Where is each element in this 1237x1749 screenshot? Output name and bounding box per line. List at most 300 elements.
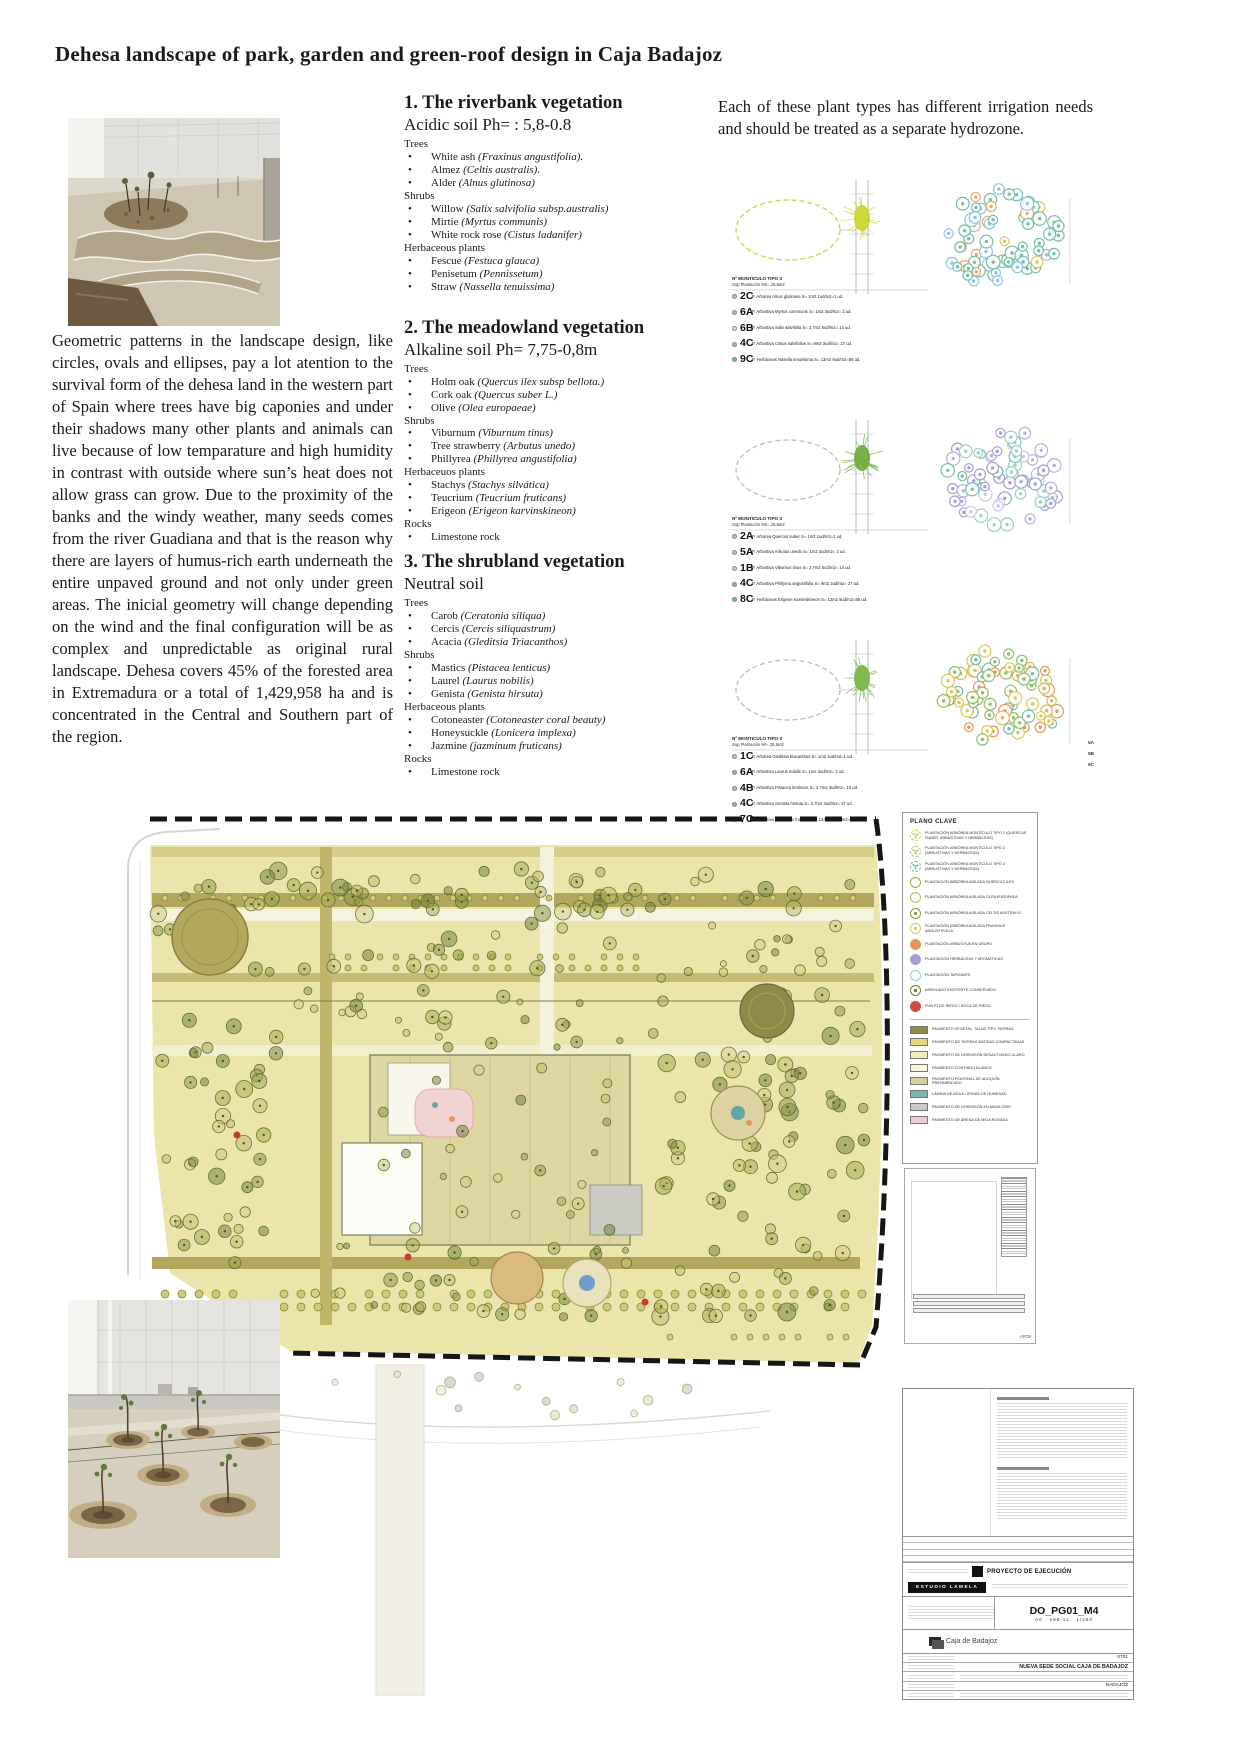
legend-swatch-list (910, 1019, 1030, 1124)
diagram-caption (732, 276, 922, 368)
plant-latin-name: (Olea europaeae) (458, 401, 536, 414)
diagram-title: Nº MONTICULO TIPO 3 (732, 736, 782, 741)
swatch-label: LÁMINA DE AGUA / ZONAS DE HUMEDAD (932, 1092, 1007, 1097)
plant-common-name: Alder (431, 176, 459, 189)
diagram-legend-row (732, 545, 922, 561)
plant-row (404, 151, 718, 164)
plant-common-name: White rock rose (431, 228, 504, 241)
vegetation-lists (404, 93, 718, 779)
diagram-legend-row (732, 576, 922, 592)
bullet: • (408, 739, 412, 752)
diagram-legend (732, 529, 922, 608)
diagram-legend (732, 289, 922, 368)
plant-latin-name: (Pistacea lenticus) (467, 662, 551, 675)
note-paragraph (997, 1473, 1127, 1521)
section-heading: 2. The meadowland vegetation (404, 317, 645, 338)
plant-common-name: Cork oak (431, 388, 475, 401)
plant-latin-name: (Festuca glauca) (464, 254, 540, 267)
plant-row (404, 203, 718, 216)
swatch-row (910, 1116, 1030, 1124)
legend-label: PLANTACIÓN ARBÓREA AISLADA CELTIS AUSTRALIS (925, 910, 1021, 915)
swatch-row (910, 1051, 1030, 1059)
project-name: NUEVA SEDE SOCIAL CAJA DE BADAJOZ (1019, 1663, 1128, 1670)
species-color-dot (732, 326, 737, 331)
legend-row (910, 861, 1030, 872)
species-code: 6B (740, 321, 754, 334)
plant-row (404, 518, 718, 531)
bullet: • (408, 163, 412, 176)
plant-common-name: Cotoneaster (431, 713, 487, 726)
plant-row (404, 466, 718, 479)
species-color-dot (732, 566, 737, 571)
species-code: 1B (740, 561, 754, 574)
plant-row (404, 402, 718, 415)
species-spec: P. Arbórea Quercus suber S= 1m2 1ud/m2=1 ud. (752, 533, 843, 539)
plant-row (404, 363, 718, 376)
species-spec: P. Arbórea Gleditsia triacanthos S= 1m2 1ud/m2=1 ud. (752, 753, 853, 759)
plant-group-label: Herbaceuos plants (404, 466, 485, 479)
legend-label: PLANTACIÓN TAPIZANTE (925, 972, 971, 977)
section-heading: 1. The riverbank vegetation (404, 93, 623, 113)
plant-latin-name: (Laurus nobilis) (462, 675, 534, 687)
plant-row (404, 164, 718, 177)
legend-label: PUNTO DE RIEGO / BOCA DE RIEGO (925, 1003, 992, 1008)
plant-common-name: Honeysuckle (431, 726, 492, 739)
plant-latin-name: (Stachys silvática) (467, 479, 549, 492)
species-spec: P. Arbustiva Phillyrea angustifolia S= 9m2 3ud/m2= 27 ud. (752, 580, 860, 586)
diagram-legend-row (732, 765, 922, 781)
plant-common-name: Stachys (431, 479, 468, 492)
legend-symbol (910, 846, 921, 857)
bullet: • (408, 440, 412, 453)
plant-row (404, 688, 718, 701)
legend-row (910, 985, 1030, 996)
section-meadowland (404, 318, 718, 545)
studio-logo: ESTUDIO LAMELA (908, 1582, 986, 1593)
plant-common-name: Olive (431, 401, 459, 414)
sheet-size: A0 (1035, 1616, 1043, 1622)
plant-latin-name: (Quercus ilex subsp bellota.) (477, 375, 605, 388)
plant-row (404, 740, 718, 753)
side-code: 9C (1088, 762, 1094, 767)
pavement-swatch (910, 1090, 928, 1098)
plant-group-label: Trees (404, 362, 429, 375)
legend-label: PLANTACIÓN ARBÓREA MONTÍCULO TIPO 3 (ARBUSTIVAS Y HERBÁCEAS) (925, 861, 1006, 871)
consultants-row (903, 1672, 1133, 1681)
swatch-row (910, 1064, 1030, 1072)
diagram-legend-row (732, 305, 922, 321)
plant-common-name: Fescue (431, 254, 465, 267)
stamp-lines (908, 1569, 968, 1574)
note-heading (997, 1467, 1049, 1470)
plant-common-name: White ash (431, 150, 479, 163)
swatch-label: PAVIMENTO DE TIERRAS BATIDAS COMPACTADAS (932, 1040, 1025, 1045)
bullet: • (408, 610, 412, 623)
plant-common-name: Phillyrea (431, 453, 474, 466)
diagram-legend-row (732, 352, 922, 368)
notes-left-blank (903, 1389, 991, 1536)
plant-common-name: Mastics (431, 662, 468, 675)
species-code: 4B (740, 781, 754, 794)
swatch-label: PAVIMENTO DE HORMIGÓN DESACTIVADO CLARO (932, 1052, 1025, 1057)
plant-latin-name: (Cotoneaster coral beauty) (486, 713, 606, 726)
species-color-dot (732, 582, 737, 587)
species-spec: P. Herbáceas Erigeon Karvinskineon S= 13m2 9ud/m2=85 ud. (752, 596, 868, 602)
species-code: 4C (740, 337, 754, 350)
building-footprint (342, 1055, 642, 1245)
legend-label: PLANTACIÓN ARBUSTIVA EN GRUPO (925, 941, 993, 946)
plant-row (404, 531, 718, 544)
plant-row (404, 505, 718, 518)
plant-common-name: Viburnum (431, 427, 479, 440)
legend-row (910, 970, 1030, 981)
plant-row (404, 675, 718, 688)
species-color-dot (732, 597, 737, 602)
plant-common-name: Holm oak (431, 375, 478, 388)
plant-row (404, 138, 718, 151)
species-color-dot (732, 534, 737, 539)
legend-label: PLANTACIÓN ARBÓREA MONTÍCULO TIPO 1 (QUERCUS SUBER, ARBUSTIVAS Y HERBÁCEAS) (925, 830, 1027, 840)
species-spec: P. Arbustiva Pistacea lentiscus S= 2,7m2 3ud/m2= 10 ud. (752, 785, 859, 791)
plant-group-label: Shrubs (404, 189, 435, 202)
bullet: • (408, 675, 412, 687)
legend-row (910, 939, 1030, 950)
plant-latin-name: (jazminum fruticans) (469, 739, 562, 752)
plant-latin-name: (Erigeon karvinskineon) (468, 505, 576, 518)
side-code: 5A (1088, 740, 1094, 745)
plant-common-name: Willow (431, 202, 467, 215)
plant-row (404, 727, 718, 740)
bullet: • (408, 687, 412, 700)
plant-latin-name: (Myrtus communis) (461, 215, 548, 228)
plant-latin-name: (Quercus suber L.) (474, 388, 558, 401)
client-name: Caja de Badajoz (946, 1638, 998, 1645)
plant-latin-name: (Cercis siliquastrum) (461, 623, 556, 636)
plant-latin-name: (Celtis australis). (463, 163, 541, 176)
bullet: • (408, 401, 412, 414)
plant-common-name: Cercis (431, 623, 462, 636)
bullet: • (408, 267, 412, 280)
species-spec: P. Arbustiva Jazminum fruticans S= 13,5m2 3ud/m2= 42 ud. (752, 816, 863, 822)
species-color-dot (732, 294, 737, 299)
detail-outline (911, 1181, 997, 1299)
plant-common-name: Penisetum (431, 267, 480, 280)
swatch-label: PAVIMENTO DE ARENA DE MIGA ROSADA (932, 1117, 1008, 1122)
pavement-swatch (910, 1116, 928, 1124)
page-title: Dehesa landscape of park, garden and green-roof design in Caja Badajoz (55, 42, 723, 66)
plant-row (404, 389, 718, 402)
plant-common-name: Erigeon (431, 505, 469, 518)
species-color-dot (732, 342, 737, 347)
legend-symbol (910, 861, 921, 872)
bullet: • (408, 254, 412, 267)
plant-row (404, 177, 718, 190)
plant-group-label: Rocks (404, 518, 432, 531)
plant-row (404, 242, 718, 255)
legend-row (910, 846, 1030, 857)
notes-text (991, 1389, 1133, 1536)
legend-label: PLANTACIÓN ARBÓREA MONTÍCULO TIPO 2 (ARBUSTIVAS Y HERBÁCEAS) (925, 846, 1006, 855)
plant-common-name: Jazmine (431, 739, 470, 752)
legend-symbol (910, 830, 921, 841)
note-heading (997, 1397, 1049, 1400)
species-spec: P. Arbórea Alnus glutinosa S= 1m2 1ud/m2=1 ud. (752, 293, 844, 299)
plant-latin-name: (Teucrium fruticans) (475, 492, 567, 505)
photo-saplings-greenhouse (68, 1300, 280, 1558)
diagram-title: Nº MONTICULO TIPO 3 (732, 516, 782, 521)
plant-latin-name: (Ceratonia siliqua) (460, 610, 546, 623)
plant-row (404, 415, 718, 428)
plant-row (404, 479, 718, 492)
plant-row (404, 701, 718, 714)
sheet-code-row (903, 1596, 1133, 1630)
plan-legend-panel (902, 812, 1038, 1164)
legend-label: PLANTACIÓN ARBÓREA AISLADA QUERCUS ILEX (925, 879, 1015, 884)
pavement-swatch (910, 1026, 928, 1034)
swatch-row (910, 1090, 1030, 1098)
legend-symbol (910, 1001, 921, 1012)
diagram-side-codes (1088, 740, 1094, 767)
plant-row (404, 216, 718, 229)
plant-row (404, 753, 718, 766)
swatch-label: PAVIMENTO CONTINUO BLANCO (932, 1065, 992, 1070)
plant-group-label: Rocks (404, 752, 432, 765)
bullet: • (408, 726, 412, 739)
soil-subtitle: Alkaline soil Ph= 7,75-0,8m (404, 339, 598, 359)
bullet: • (408, 662, 412, 675)
plant-list (404, 138, 718, 294)
species-spec: P. Arbustiva Salix salvifolia S= 2,7m2 5ud/m2= 14 ud. (752, 325, 851, 331)
swatch-row (910, 1038, 1030, 1046)
project-type: PROYECTO DE EJECUCIÓN (987, 1568, 1072, 1575)
swatch-row (910, 1026, 1030, 1034)
sheet-code-box (994, 1597, 1133, 1629)
studio-address (992, 1584, 1128, 1590)
bullet: • (408, 215, 412, 228)
plant-latin-name: (Gleditsia Triacanthos) (464, 636, 568, 649)
bullet: • (408, 505, 412, 518)
legend-row (910, 1001, 1030, 1012)
pavement-swatch (910, 1051, 928, 1059)
plant-latin-name: (Viburnum tinus) (478, 427, 553, 440)
species-code: 6A (740, 765, 754, 778)
side-code: 5B (1088, 751, 1094, 756)
bullet: • (408, 202, 412, 215)
diagram-legend-row (732, 561, 922, 577)
species-color-dot (732, 754, 737, 759)
legend-symbol (910, 923, 921, 934)
plant-latin-name: (Cistus ladanifer) (504, 228, 582, 241)
species-code: 2A (740, 530, 754, 542)
legend-row (910, 923, 1030, 934)
plant-latin-name: (Pennissetum) (479, 267, 543, 280)
diagram-legend-row (732, 749, 922, 765)
legend-symbol (910, 954, 921, 965)
species-spec: P. Arbustiva Myrtus communis S= 1m2 3ud/m2= 3 ud. (752, 309, 852, 315)
plant-common-name: Teucrium (431, 492, 476, 505)
sheet-meta-lines (908, 1606, 994, 1620)
client-logo (929, 1637, 941, 1646)
photo-park-under-construction (68, 118, 280, 326)
sheet-scale: 1/250 (1076, 1616, 1093, 1622)
project-info-table (903, 1654, 1133, 1699)
plant-latin-name: (Salix salvifolia subsp.australis) (466, 202, 609, 215)
species-code: 2C (740, 290, 754, 302)
bullet: • (408, 713, 412, 726)
species-color-dot (732, 550, 737, 555)
pavement-swatch (910, 1103, 928, 1111)
legend-symbol-list (910, 830, 1030, 1012)
species-color-dot (732, 770, 737, 775)
detail-bars (913, 1294, 1025, 1315)
bullet: • (408, 765, 412, 778)
sheet-ref: e88-11 (1049, 1616, 1070, 1622)
legend-row (910, 954, 1030, 965)
bullet: • (408, 492, 412, 505)
plant-row (404, 427, 718, 440)
diagram-legend-row (732, 592, 922, 608)
intro-paragraph: Geometric patterns in the landscape design, like circles, ovals and ellipses, pay a lot atention to the survival form of the dehesa land in the western part of Spain where trees have big caponies and under their shadows many other plants and animals can live because of low temparature and high humidity in contrast with outside where sun’s heat does not allow grass can grow. Due to the proximity of the banks and the windy weather, many seeds comes from the river Guadiana and that is the reason why there are layers of humus-rich earth underneath the entire unpaved ground and not only under green areas. The inicial geometry will change depending on the wind and the final configuration will be as complex and unpredictable as original rural landscape. Dehesa covers 45% of the forested area in Extremadura or a total of 1,429,958 ha and is concentrated in the Central and Southern part of the region. (52, 331, 393, 746)
species-spec: P. Herbáceas Nasella tenuissima S= 13m2 9ud/m2=85 ud. (752, 356, 861, 362)
diagram-caption (732, 516, 922, 608)
plant-group-label: Trees (404, 138, 429, 150)
plant-common-name: Limestone rock (431, 531, 500, 544)
plant-row (404, 649, 718, 662)
plant-latin-name: (Fraxinus angustifolia). (478, 150, 584, 163)
diagram-subtitle: Sup Plantación M²= 25,5m2 (732, 742, 784, 747)
legend-symbol (910, 985, 921, 996)
diagram-legend-row (732, 289, 922, 305)
plant-row (404, 766, 718, 779)
plant-latin-name: (Lonicera implexa) (491, 726, 576, 739)
plant-common-name: Mirtie (431, 215, 462, 228)
plant-common-name: Laurel (431, 675, 463, 687)
plant-list (404, 363, 718, 545)
bullet: • (408, 623, 412, 636)
consultant-logo (972, 1566, 983, 1577)
species-code: 1C (740, 750, 754, 762)
species-code: 7C (740, 813, 754, 825)
plant-group-label: Shrubs (404, 649, 435, 662)
title-block (902, 1388, 1134, 1700)
diagram-legend-row (732, 529, 922, 545)
note-paragraph (997, 1403, 1127, 1459)
project-name-row (903, 1663, 1133, 1672)
bullet: • (408, 479, 412, 492)
legend-row (910, 877, 1030, 888)
plant-latin-name: (Alnus glutinosa) (458, 176, 535, 189)
project-number: 0701 (1117, 1655, 1128, 1661)
diagram-legend-row (732, 781, 922, 797)
species-code: 5A (740, 545, 754, 558)
notes-area (903, 1389, 1133, 1537)
sheet-code: DO_PG01_M4 (1029, 1604, 1099, 1617)
plant-common-name: Acacia (431, 636, 465, 649)
client-row (903, 1630, 1133, 1654)
project-type-row (903, 1563, 1133, 1578)
bullet: • (408, 176, 412, 189)
plant-row (404, 376, 718, 389)
plant-common-name: Almez (431, 163, 464, 176)
plant-row (404, 597, 718, 610)
bullet: • (408, 228, 412, 241)
bullet: • (408, 388, 412, 401)
legend-symbol (910, 892, 921, 903)
swatch-label: PAVIMENTO DE HORMIGÓN EN MASA GRIS (932, 1104, 1011, 1109)
plant-group-label: Herbaceous plants (404, 241, 485, 254)
plant-row (404, 281, 718, 294)
plant-row (404, 440, 718, 453)
legend-title: PLANO CLAVE (910, 819, 957, 825)
swatch-row (910, 1077, 1030, 1086)
plant-group-label: Shrubs (404, 414, 435, 427)
detail-panel (904, 1168, 1036, 1344)
plant-latin-name: (Arbutus unedo) (503, 440, 576, 453)
species-code: 6A (740, 305, 754, 318)
legend-label: PLANTACIÓN HERBÁCEAS Y AROMÁTICAS (925, 957, 1003, 962)
plant-row (404, 662, 718, 675)
species-spec: P. Arbustiva Arbutus unedo S= 1m2 3ud/m2= 3 ud. (752, 549, 846, 555)
plant-row (404, 268, 718, 281)
irrigation-paragraph: Each of these plant types has different irrigation needs and should be treated as a separate hydrozone. (718, 97, 1093, 138)
legend-row (910, 892, 1030, 903)
plant-row (404, 453, 718, 466)
plant-common-name: Carob (431, 610, 461, 623)
swatch-label: PAVIMENTO VEGETAL: TALUD TIPO TIERRAS (932, 1027, 1014, 1032)
swatch-row (910, 1103, 1030, 1111)
diagram-title: Nº MONTICULO TIPO 3 (732, 276, 782, 281)
bullet: • (408, 453, 412, 466)
location-row (903, 1682, 1133, 1691)
legend-row (910, 830, 1030, 841)
plant-row (404, 610, 718, 623)
swatch-label: PAVIMENTO PEATONAL DE ADOQUÍN PREFABRICADO (932, 1076, 1000, 1086)
pavement-swatch (910, 1038, 928, 1046)
plant-latin-name: (Phillyrea angustifolia) (473, 453, 577, 466)
revision-table (903, 1537, 1133, 1563)
planting-diagram-riverbank (718, 172, 1096, 365)
section-riverbank (404, 93, 718, 294)
plant-row (404, 255, 718, 268)
sheet-format (995, 1617, 1133, 1622)
species-color-dot (732, 357, 737, 362)
bullet: • (408, 150, 412, 163)
plant-common-name: Genista (431, 687, 468, 700)
species-spec: P. Arbustiva Genista hirsuta S= 2,7m2 3ud/m2= 27 ud. (752, 800, 853, 806)
legend-symbol (910, 939, 921, 950)
legend-row (910, 908, 1030, 919)
plant-latin-name: (Genista hirsuta) (467, 687, 543, 700)
plant-row (404, 623, 718, 636)
plant-latin-name: (Nassella tenuissima) (459, 280, 555, 293)
bullet: • (408, 531, 412, 544)
section-heading: 3. The shrubland vegetation (404, 552, 625, 573)
photo-bottom-art (68, 1300, 280, 1558)
plant-group-label: Trees (404, 597, 429, 610)
species-code: 9C (740, 353, 754, 365)
species-color-dot (732, 786, 737, 791)
bullet: • (408, 375, 412, 388)
plant-row (404, 636, 718, 649)
soil-subtitle: Neutral soil (404, 574, 484, 594)
photo-top-art (68, 118, 280, 326)
bullet: • (408, 636, 412, 649)
diagram-legend-row (732, 336, 922, 352)
soil-subtitle: Acidic soil Ph= : 5,8-0.8 (404, 115, 572, 134)
section-hatch (1001, 1177, 1027, 1257)
diagram-subtitle: Sup Plantación M2= 25,5m2 (732, 282, 785, 287)
plant-row (404, 492, 718, 505)
